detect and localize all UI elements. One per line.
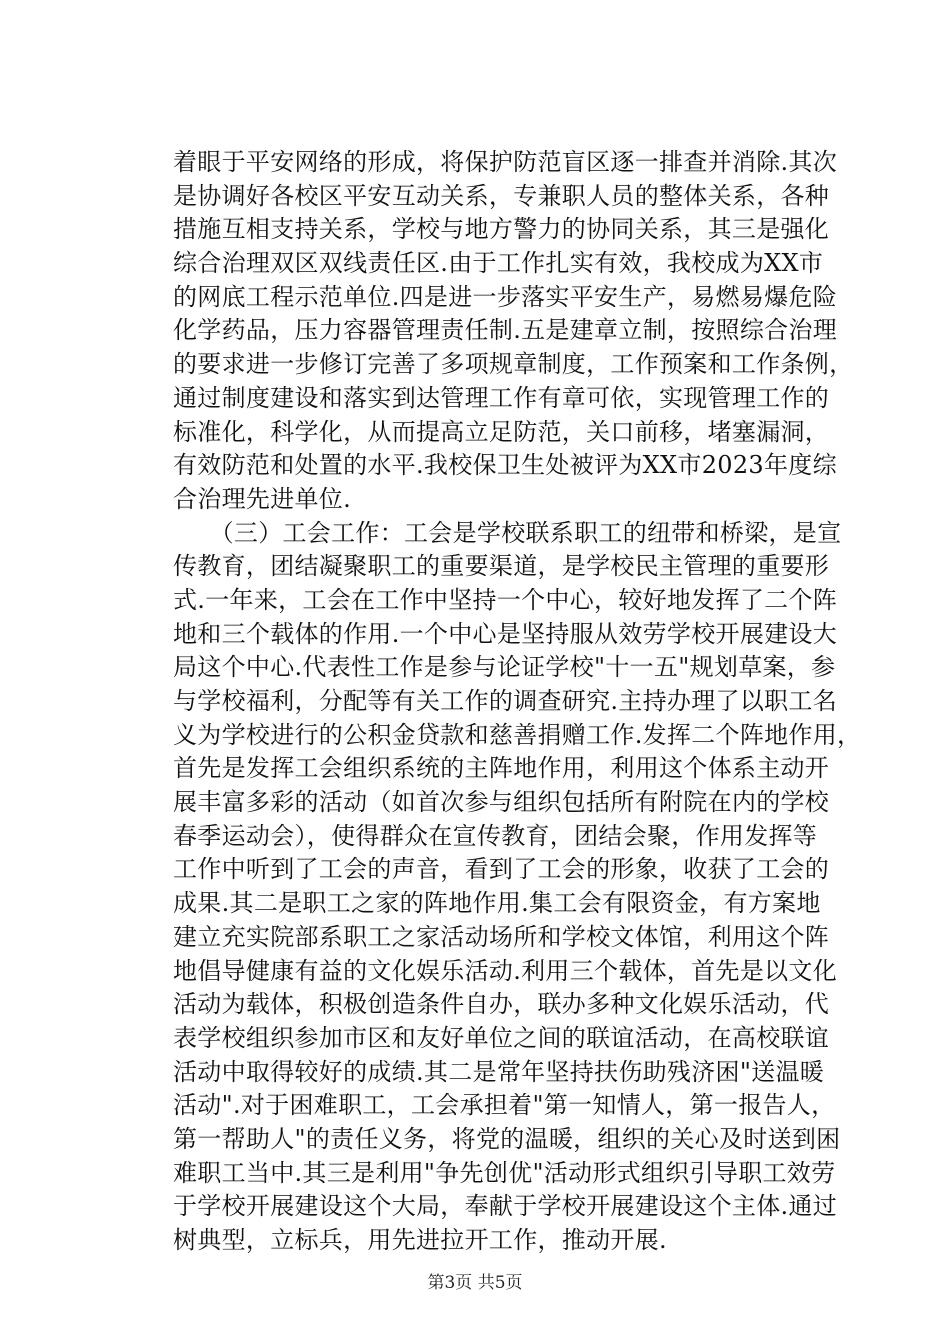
text-line: 式.一年来，工会在工作中坚持一个中心，较好地发挥了二个阵	[173, 585, 838, 614]
text-line: 首先是发挥工会组织系统的主阵地作用，利用这个体系主动开	[173, 754, 830, 783]
text-line: 有效防范和处置的水平.我校保卫生处被评为XX市2023年度综	[173, 451, 837, 480]
text-line: 难职工当中.其三是利用"争先创优"活动形式组织引导职工效劳	[173, 1158, 836, 1187]
body-text	[173, 146, 862, 1258]
text-line: 传教育，团结凝聚职工的重要渠道，是学校民主管理的重要形	[173, 552, 830, 581]
text-line: 化学药品，压力容器管理责任制.五是建章立制，按照综合治理	[173, 316, 838, 345]
text-line: 义为学校进行的公积金贷款和慈善捐赠工作.发挥二个阵地作用，	[173, 720, 862, 749]
text-line: 措施互相支持关系，学校与地方警力的协同关系，其三是强化	[173, 215, 830, 244]
text-line: 着眼于平安网络的形成，将保护防范盲区逐一排查并消除.其次	[173, 148, 838, 176]
text-line: 通过制度建设和落实到达管理工作有章可依，实现管理工作的	[173, 383, 830, 412]
text-line: 是协调好各校区平安互动关系，专兼职人员的整体关系，各种	[173, 181, 830, 210]
text-line: 地倡导健康有益的文化娱乐活动.利用三个载体，首先是以文化	[173, 956, 838, 985]
text-line: 活动中取得较好的成绩.其二是常年坚持扶伤助残济困"送温暖	[173, 1057, 825, 1086]
text-line: 于学校开展建设这个大局，奉献于学校开展建设这个主体.通过	[173, 1192, 838, 1221]
text-line: 第一帮助人"的责任义务，将党的温暖，组织的关心及时送到困	[173, 1124, 841, 1153]
page-footer: 第3页 共5页	[427, 1273, 523, 1293]
text-line: 成果.其二是职工之家的阵地作用.集工会有限资金，有方案地	[173, 889, 821, 918]
text-line: 综合治理双区双线责任区.由于工作扎实有效，我校成为XX市	[173, 249, 824, 278]
text-line: 的网底工程示范单位.四是进一步落实平安生产，易燃易爆危险	[173, 282, 838, 311]
text-line: 建立充实院部系职工之家活动场所和学校文体馆，利用这个阵	[173, 922, 830, 951]
text-line: 表学校组织参加市区和友好单位之间的联谊活动，在高校联谊	[173, 1023, 830, 1052]
text-line: 标准化，科学化，从而提高立足防范，关口前移，堵塞漏洞，	[173, 417, 830, 446]
text-line: 的要求进一步修订完善了多项规章制度，工作预案和工作条例，	[173, 350, 854, 379]
text-line: 地和三个载体的作用.一个中心是坚持服从效劳学校开展建设大	[173, 619, 838, 648]
text-line: （三）工会工作：工会是学校联系职工的纽带和桥梁，是宣	[173, 518, 842, 547]
text-line: 活动为载体，积极创造条件自办，联办多种文化娱乐活动，代	[173, 990, 830, 1019]
text-line: 树典型，立标兵，用先进拉开工作，推动开展.	[173, 1226, 667, 1254]
text-line: 工作中听到了工会的声音，看到了工会的形象，收获了工会的	[173, 855, 830, 884]
text-line: 局这个中心.代表性工作是参与论证学校"十一五"规划草案，参	[173, 653, 836, 682]
text-line: 活动".对于困难职工，工会承担着"第一知情人，第一报告人，	[173, 1091, 836, 1120]
text-line: 与学校福利，分配等有关工作的调查研究.主持办理了以职工名	[173, 687, 838, 715]
text-line: 春季运动会），使得群众在宣传教育，团结会聚，作用发挥等	[173, 821, 818, 850]
text-line: 合治理先进单位.	[173, 484, 352, 513]
text-line: 展丰富多彩的活动（如首次参与组织包括所有附院在内的学校	[173, 788, 830, 817]
